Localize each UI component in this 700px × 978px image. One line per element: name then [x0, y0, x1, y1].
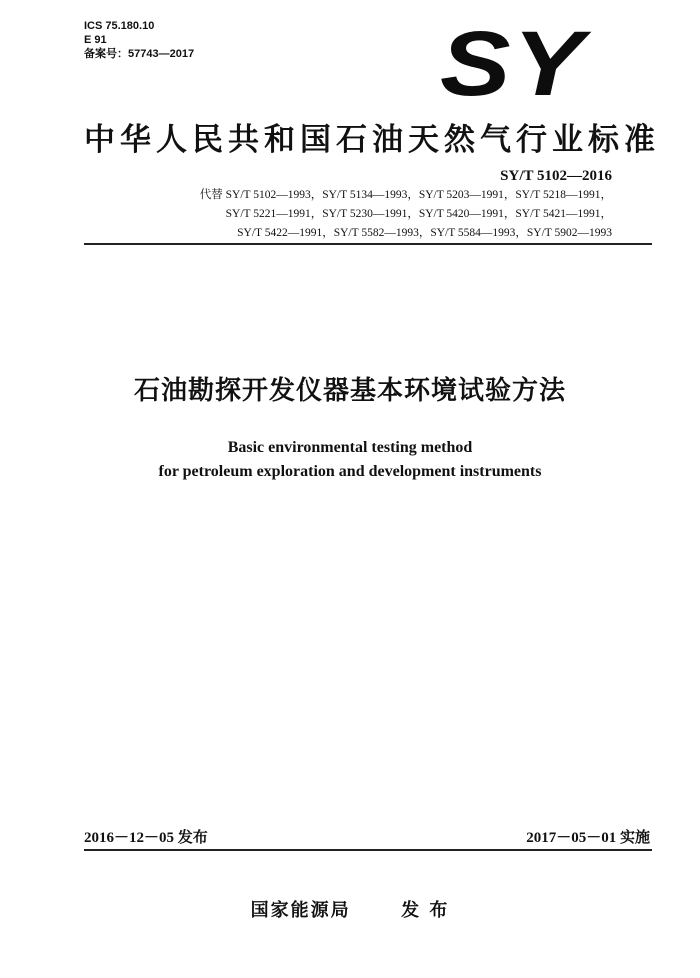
bottom-divider [84, 849, 652, 851]
publish-date: 2016－12－05 发布 [84, 830, 208, 846]
document-title-chinese: 石油勘探开发仪器基本环境试验方法 [133, 376, 566, 406]
issuer-action: 发 布 [401, 900, 450, 921]
ccs-code: E 91 [84, 34, 107, 46]
standard-number: SY/T 5102—2016 [500, 168, 612, 184]
standard-series-name: 中华人民共和国石油天然气行业标准 [84, 122, 660, 158]
ics-code: ICS 75.180.10 [84, 20, 155, 32]
english-title-line: for petroleum exploration and development instruments [158, 463, 542, 480]
issuer [0, 896, 700, 922]
record-number: 备案号：57743—2017 [84, 48, 195, 60]
replaces-line: SY/T 5221—1991，SY/T 5230—1991，SY/T 5420—1991，SY/T 5421—1991， [225, 208, 612, 220]
implement-date: 2017－05－01 实施 [526, 830, 650, 846]
english-title-line: Basic environmental testing method [227, 439, 473, 456]
top-divider [84, 243, 652, 245]
sy-logo: SY [440, 13, 586, 115]
replaces-line: 代替 SY/T 5102—1993，SY/T 5134—1993，SY/T 5203—1991，SY/T 5218—1991， [199, 189, 612, 201]
replaces-list [92, 186, 612, 243]
replaces-line: SY/T 5422—1991，SY/T 5582—1993，SY/T 5584—1993，SY/T 5902—1993 [237, 227, 612, 239]
issuer-name: 国家能源局 [250, 900, 351, 921]
document-title-english [0, 436, 700, 484]
